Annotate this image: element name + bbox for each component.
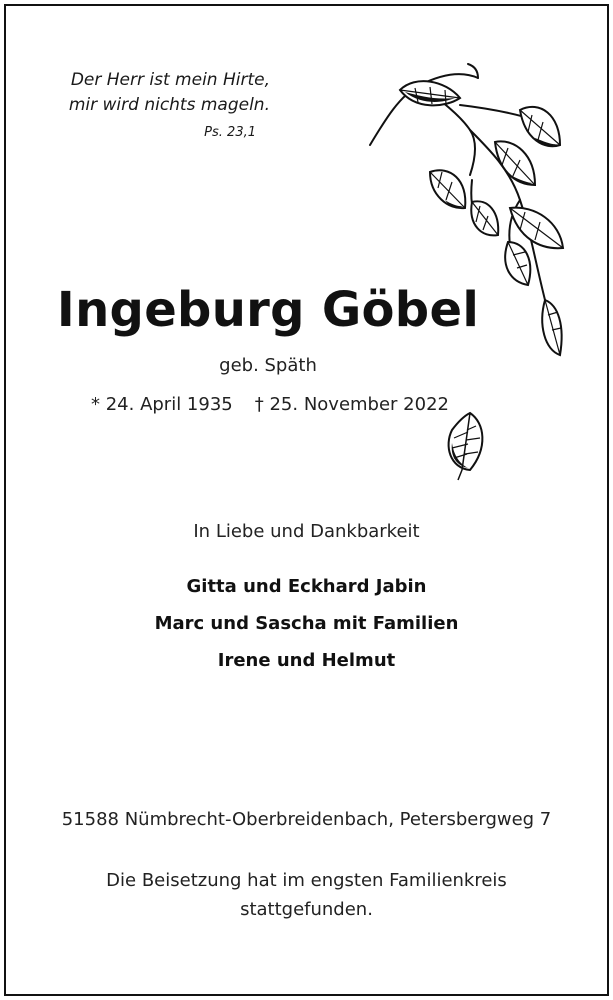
maiden-name: geb. Späth bbox=[219, 355, 317, 376]
verse-line-2: mir wird nichts mageln. bbox=[68, 95, 270, 115]
burial-note bbox=[0, 866, 613, 924]
verse-line-1: Der Herr ist mein Hirte, bbox=[70, 70, 270, 90]
birth-date: * 24. April 1935 bbox=[91, 394, 233, 415]
death-date: † 25. November 2022 bbox=[254, 394, 449, 415]
dedication-line: In Liebe und Dankbarkeit bbox=[193, 521, 420, 542]
mourner-line: Irene und Helmut bbox=[217, 650, 396, 671]
mourners-list bbox=[0, 568, 613, 679]
burial-note-line-2: stattgefunden. bbox=[240, 899, 373, 920]
mourner-line: Marc und Sascha mit Familien bbox=[154, 613, 459, 634]
verse-reference: Ps. 23,1 bbox=[204, 125, 256, 140]
mourner-line: Gitta und Eckhard Jabin bbox=[186, 576, 427, 597]
burial-note-line-1: Die Beisetzung hat im engsten Familienkreis bbox=[106, 870, 507, 891]
deceased-name: Ingeburg Göbel bbox=[56, 282, 480, 338]
bible-verse bbox=[0, 68, 270, 118]
falling-leaf-illustration bbox=[440, 408, 490, 488]
address: 51588 Nümbrecht-Oberbreidenbach, Petersbergweg 7 bbox=[61, 809, 552, 830]
